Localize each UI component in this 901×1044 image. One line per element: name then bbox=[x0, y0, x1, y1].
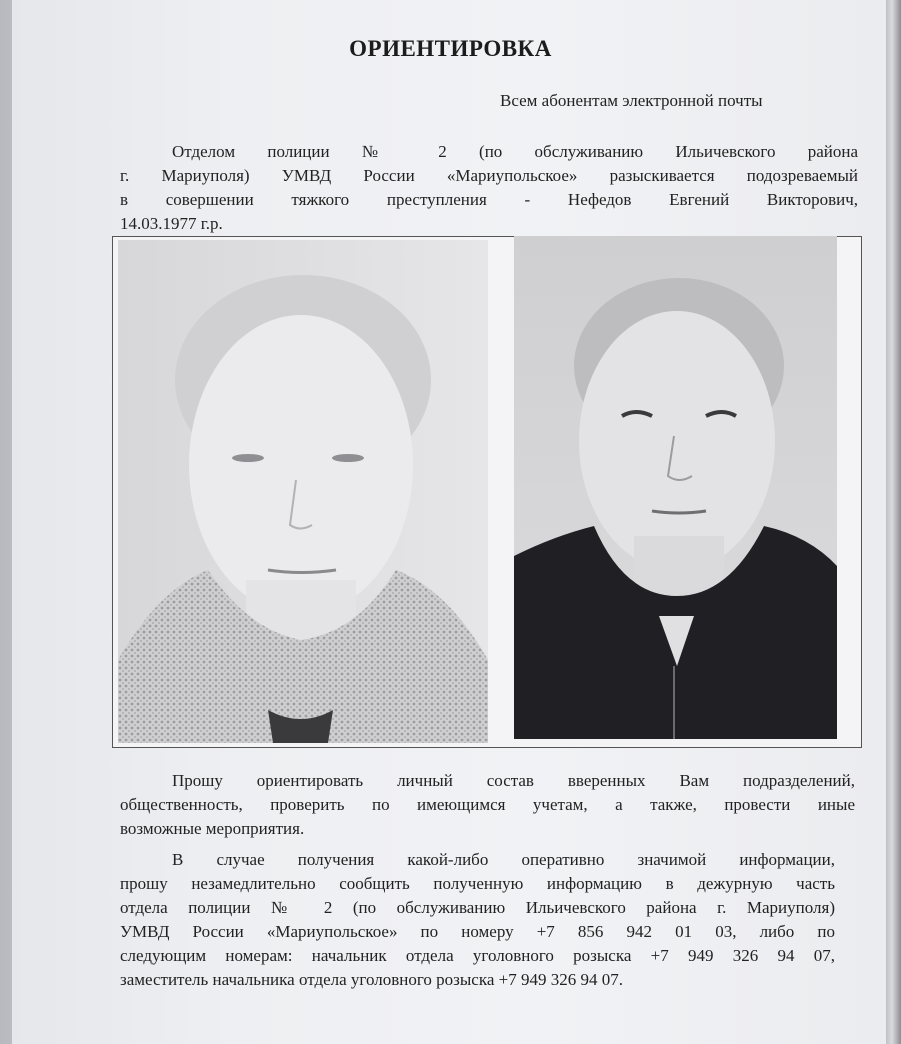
request-line: общественность, проверить по имеющимся учетам, а также, провести иные bbox=[120, 795, 855, 814]
contact-paragraph bbox=[120, 848, 835, 992]
contact-line: заместитель начальника отдела уголовного розыска +7 949 326 94 07. bbox=[120, 970, 623, 989]
intro-paragraph bbox=[120, 140, 858, 236]
intro-line: в совершении тяжкого преступления - Нефедов Евгений Викторович, bbox=[120, 190, 858, 209]
request-paragraph bbox=[120, 769, 855, 841]
contact-line: отдела полиции № 2 (по обслуживанию Ильичевского района г. Мариуполя) bbox=[120, 898, 835, 917]
contact-line: В случае получения какой-либо оперативно значимой информации, bbox=[172, 850, 835, 869]
suspect-photo-right bbox=[514, 236, 837, 739]
document-title: ОРИЕНТИРОВКА bbox=[349, 36, 552, 61]
request-line: Прошу ориентировать личный состав вверенных Вам подразделений, bbox=[172, 771, 855, 790]
contact-line: прошу незамедлительно сообщить полученную информацию в дежурную часть bbox=[120, 874, 835, 893]
suspect-photo-left bbox=[118, 240, 488, 743]
contact-line: УМВД России «Мариупольское» по номеру +7 856 942 01 03, либо по bbox=[120, 922, 835, 941]
request-line: возможные мероприятия. bbox=[120, 819, 305, 838]
page-edge bbox=[886, 0, 901, 1044]
intro-line: Отделом полиции № 2 (по обслуживанию Ильичевского района bbox=[172, 142, 858, 161]
contact-line: следующим номерам: начальник отдела уголовного розыска +7 949 326 94 07, bbox=[120, 946, 835, 965]
intro-line: г. Мариуполя) УМВД России «Мариупольское» разыскивается подозреваемый bbox=[120, 166, 858, 185]
intro-line: 14.03.1977 г.р. bbox=[120, 214, 223, 233]
addressee-line: Всем абонентам электронной почты bbox=[500, 91, 763, 110]
